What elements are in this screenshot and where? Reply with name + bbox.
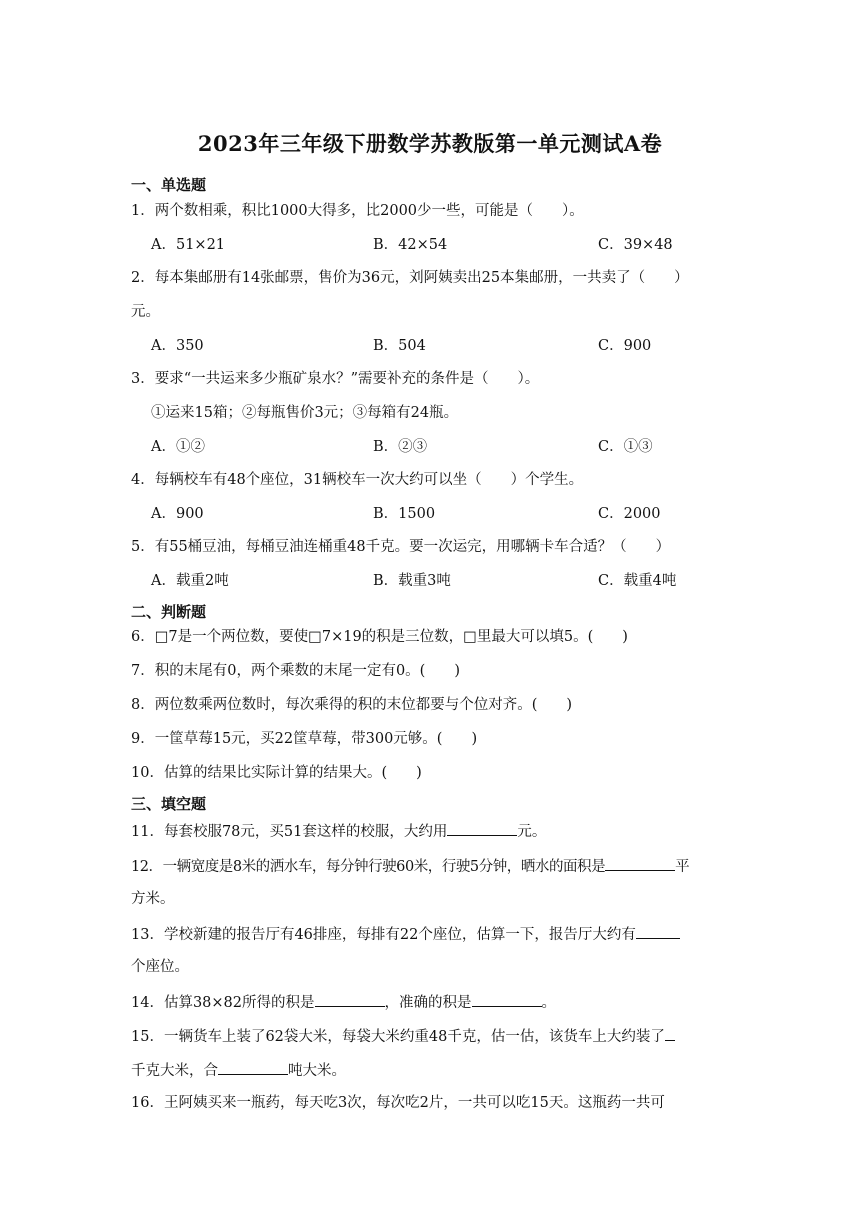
q14-text: 14．估算38×82所得的积是: [131, 995, 315, 1011]
question-2: 2．每本集邮册有14张邮票，售价为36元，刘阿姨卖出25本集邮册，一共卖了（ ）: [131, 270, 689, 286]
q15-text: 15．一辆货车上装了62袋大米，每袋大米约重48千克，估一估，该货车上大约装了: [131, 1029, 665, 1045]
q4-option-c: C．2000: [598, 506, 661, 522]
q14-text-mid: ，准确的积是: [384, 995, 472, 1011]
q1-option-b: B．42×54: [373, 237, 448, 253]
q5-option-a: A．载重2吨: [151, 573, 229, 589]
answer-blank-kg[interactable]: [665, 1025, 675, 1041]
question-14: [131, 991, 556, 1013]
q5-option-b: B．载重3吨: [373, 573, 451, 589]
question-11: [131, 820, 546, 842]
q3-option-a: A．①②: [151, 439, 205, 455]
question-15-continued: [131, 1059, 346, 1081]
question-3-conditions: ①运来15箱；②每瓶售价3元；③每箱有24瓶。: [151, 405, 459, 421]
q12-text: 12．一辆宽度是8米的洒水车，每分钟行驶60米，行驶5分钟，晒水的面积是: [131, 859, 606, 875]
question-6: 6．□7是一个两位数，要使□7×19的积是三位数，□里最大可以填5。( ): [131, 629, 628, 645]
q3-option-b: B．②③: [373, 439, 428, 455]
question-7: 7．积的末尾有0，两个乘数的末尾一定有0。( ): [131, 663, 460, 679]
question-2-continued: 元。: [131, 304, 160, 320]
section-heading-true-false: 二、判断题: [131, 603, 207, 621]
q13-text: 13．学校新建的报告厅有46排座，每排有22个座位，估算一下，报告厅大约有: [131, 927, 636, 943]
answer-blank[interactable]: [636, 923, 680, 939]
question-5: 5．有55桶豆油，每桶豆油连桶重48千克。要一次运完，用哪辆卡车合适？（ ）: [131, 539, 671, 555]
question-3: 3．要求“一共运来多少瓶矿泉水？”需要补充的条件是（ ）。: [131, 371, 540, 387]
question-4: 4．每辆校车有48个座位，31辆校车一次大约可以坐（ ）个学生。: [131, 472, 584, 488]
q1-option-a: A．51×21: [151, 237, 226, 253]
q2-option-a: A．350: [151, 338, 204, 354]
answer-blank-estimate[interactable]: [315, 991, 385, 1007]
q3-option-c: C．①③: [598, 439, 653, 455]
question-12-continued: 方米。: [131, 891, 175, 907]
answer-blank-exact[interactable]: [472, 991, 542, 1007]
q2-option-c: C．900: [598, 338, 652, 354]
q11-unit: 元。: [517, 824, 547, 840]
q1-option-c: C．39×48: [598, 237, 673, 253]
answer-blank[interactable]: [447, 820, 517, 836]
q2-option-b: B．504: [373, 338, 426, 354]
question-12: [131, 855, 689, 877]
question-13-continued: 个座位。: [131, 959, 189, 975]
document-title: 2023年三年级下册数学苏教版第一单元测试A卷: [197, 131, 663, 156]
question-16: 16．王阿姨买来一瓶药，每天吃3次，每次吃2片，一共可以吃15天。这瓶药一共可: [131, 1095, 665, 1111]
q11-text: 11．每套校服78元，买51套这样的校服，大约用: [131, 824, 448, 840]
q4-option-a: A．900: [151, 506, 204, 522]
q12-unit: 平: [675, 859, 690, 875]
q15-text-3: 吨大米。: [288, 1063, 346, 1079]
q14-end: 。: [541, 995, 557, 1011]
section-heading-fill-blank: 三、填空题: [131, 795, 207, 813]
question-8: 8．两位数乘两位数时，每次乘得的积的末位都要与个位对齐。( ): [131, 697, 573, 713]
q15-text-2: 千克大米，合: [131, 1063, 218, 1079]
question-10: 10．估算的结果比实际计算的结果大。( ): [131, 765, 422, 781]
question-15: [131, 1025, 675, 1047]
q5-option-c: C．载重4吨: [598, 573, 677, 589]
question-13: [131, 923, 680, 945]
answer-blank[interactable]: [605, 855, 675, 871]
q4-option-b: B．1500: [373, 506, 436, 522]
question-9: 9．一筐草莓15元，买22筐草莓，带300元够。( ): [131, 731, 478, 747]
answer-blank-tons[interactable]: [218, 1059, 288, 1075]
question-1: 1．两个数相乘，积比1000大得多，比2000少一些，可能是（ ）。: [131, 203, 584, 219]
section-heading-single-choice: 一、单选题: [131, 176, 207, 194]
